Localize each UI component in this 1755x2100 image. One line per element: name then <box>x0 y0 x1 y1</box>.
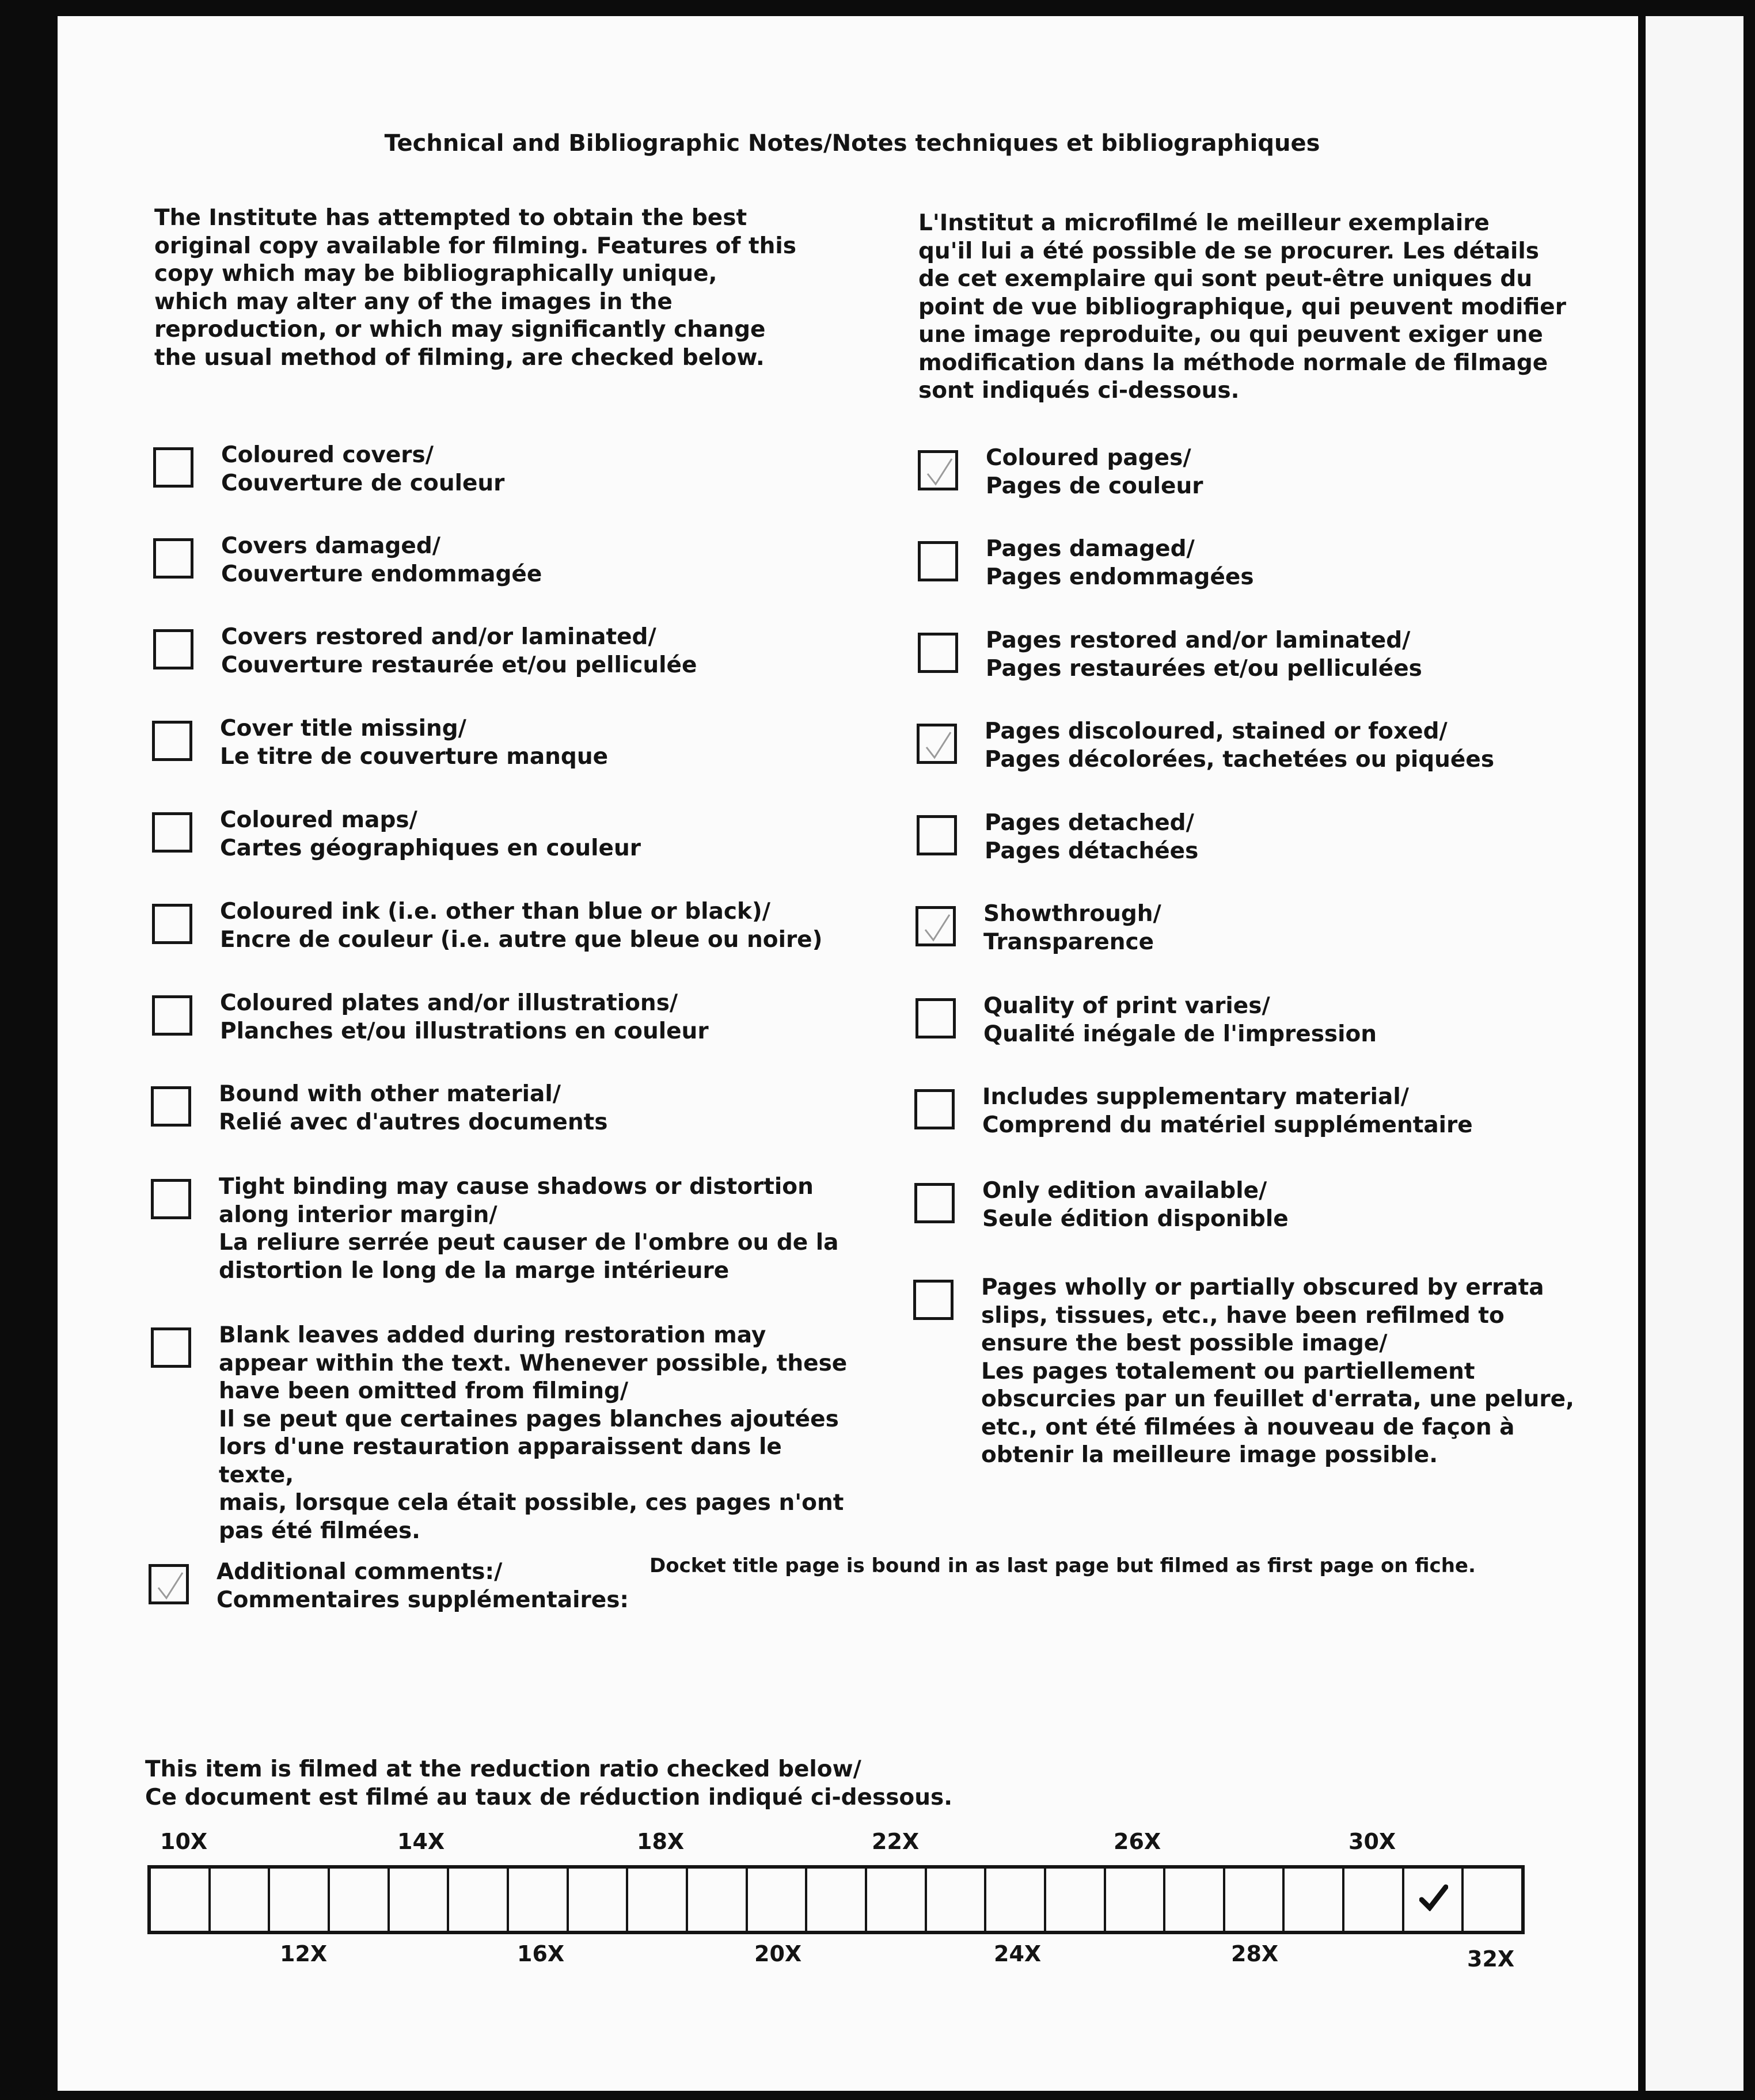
check-icon <box>924 729 953 761</box>
item-label: Quality of print varies/ Qualité inégale de l'impression <box>983 993 1377 1047</box>
check-icon <box>1419 1882 1448 1911</box>
ratio-cell[interactable] <box>1165 1869 1225 1931</box>
checkbox[interactable] <box>918 450 958 490</box>
checkbox[interactable] <box>151 1179 191 1219</box>
item-label: Pages restored and/or laminated/ Pages restaurées et/ou pelliculées <box>986 627 1422 682</box>
ratio-label-20x: 20X <box>754 1941 802 1966</box>
ratio-cell[interactable] <box>628 1869 688 1931</box>
checkbox[interactable] <box>153 538 193 579</box>
checkbox[interactable] <box>152 995 192 1036</box>
checkbox[interactable] <box>153 629 193 669</box>
checkbox[interactable] <box>917 724 957 764</box>
reduction-ratio-bar <box>147 1865 1525 1934</box>
checkbox[interactable] <box>152 721 192 761</box>
ratio-cell[interactable] <box>1464 1869 1521 1931</box>
ratio-cell[interactable] <box>1404 1869 1464 1931</box>
ratio-cell[interactable] <box>927 1869 987 1931</box>
item-label: Pages wholly or partially obscured by errata slips, tissues, etc., have been refilmed to ensure the best possible image/ Les pages totalement ou partiellement obscurcies par un feuillet d'errata, une pelure, etc., ont été filmées à nouveau de façon à obtenir la meilleure image possible. <box>981 1275 1574 1468</box>
ratio-cell[interactable] <box>449 1869 509 1931</box>
item-label: Bound with other material/ Relié avec d'autres documents <box>219 1081 608 1135</box>
ratio-cell[interactable] <box>1046 1869 1106 1931</box>
comment-text: Docket title page is bound in as last page but filmed as first page on fiche. <box>649 1554 1476 1577</box>
item-label: Coloured ink (i.e. other than blue or black)/ Encre de couleur (i.e. autre que bleue ou noire) <box>220 899 823 953</box>
item-label: Coloured pages/ Pages de couleur <box>986 445 1203 499</box>
intro-english: The Institute has attempted to obtain the best original copy available for filming. Features of this copy which may be bibliographically unique, which may alter any of the images in the reproduction, or which may significantly change the usual method of filming, are checked below. <box>154 205 796 371</box>
ratio-cell[interactable] <box>748 1869 808 1931</box>
ratio-label-10x: 10X <box>160 1829 208 1854</box>
ratio-label-28x: 28X <box>1231 1941 1279 1966</box>
ratio-cell[interactable] <box>867 1869 927 1931</box>
ratio-cell[interactable] <box>1225 1869 1285 1931</box>
item-label: Includes supplementary material/ Comprend du matériel supplémentaire <box>982 1084 1473 1138</box>
ratio-label-12x: 12X <box>280 1941 328 1966</box>
checkbox[interactable] <box>914 1089 955 1129</box>
item-label: Tight binding may cause shadows or distortion along interior margin/ La reliure serrée peut causer de l'ombre ou de la distortion le long de la marge intérieure <box>219 1174 839 1284</box>
ratio-cell[interactable] <box>1106 1869 1166 1931</box>
item-label: Only edition available/ Seule édition disponible <box>982 1178 1289 1232</box>
item-label: Additional comments:/ Commentaires supplémentaires: <box>216 1559 629 1613</box>
item-label: Coloured covers/ Couverture de couleur <box>221 442 505 496</box>
intro-french: L'Institut a microfilmé le meilleur exemplaire qu'il lui a été possible de se procurer. Les détails de cet exemplaire qui sont peut-être uniques du point de vue bibliographique, qui peuvent modifier une image reproduite, ou qui peuvent exiger une modification dans la méthode normale de filmage sont indiqués ci-dessous. <box>918 210 1566 404</box>
item-label: Blank leaves added during restoration may appear within the text. Whenever possible, these have been omitted from filming/ Il se peut que certaines pages blanches ajoutées lors d'une restauration apparaissent dans le texte, mais, lorsque cela était possible, ces pages n'ont pas été filmées. <box>219 1322 848 1544</box>
ratio-label-32x: 32X <box>1467 1946 1515 1972</box>
checkbox[interactable] <box>153 447 193 488</box>
ratio-cell[interactable] <box>688 1869 748 1931</box>
item-label: Cover title missing/ Le titre de couverture manque <box>220 716 609 770</box>
item-label: Covers restored and/or laminated/ Couverture restaurée et/ou pelliculée <box>221 624 697 678</box>
item-label: Coloured maps/ Cartes géographiques en couleur <box>220 807 641 861</box>
item-label: Pages discoloured, stained or foxed/ Pages décolorées, tachetées ou piquées <box>985 718 1495 773</box>
ratio-label-30x: 30X <box>1348 1829 1396 1854</box>
check-icon <box>923 911 952 944</box>
ratio-cell[interactable] <box>1285 1869 1344 1931</box>
checkbox[interactable] <box>916 906 956 946</box>
checkbox[interactable] <box>918 541 958 581</box>
page-title: Technical and Bibliographic Notes/Notes techniques et bibliographiques <box>384 130 1320 157</box>
checkbox[interactable] <box>149 1564 189 1604</box>
checkbox[interactable] <box>152 904 192 944</box>
ratio-label-24x: 24X <box>994 1941 1042 1966</box>
checkbox[interactable] <box>918 633 958 673</box>
checkbox[interactable] <box>916 998 956 1038</box>
ratio-label-18x: 18X <box>637 1829 685 1854</box>
ratio-label-14x: 14X <box>397 1829 445 1854</box>
item-label: Covers damaged/ Couverture endommagée <box>221 533 542 587</box>
checkbox[interactable] <box>917 815 957 855</box>
ratio-cell[interactable] <box>330 1869 390 1931</box>
checkbox[interactable] <box>151 1327 191 1368</box>
ratio-label-16x: 16X <box>517 1941 565 1966</box>
check-icon <box>925 455 954 488</box>
ratio-cell[interactable] <box>569 1869 629 1931</box>
ratio-label-26x: 26X <box>1114 1829 1161 1854</box>
checkbox[interactable] <box>152 812 192 853</box>
ratio-cell[interactable] <box>509 1869 569 1931</box>
ratio-cell[interactable] <box>270 1869 330 1931</box>
check-icon <box>156 1569 185 1601</box>
checkbox[interactable] <box>151 1086 191 1127</box>
ratio-cell[interactable] <box>211 1869 271 1931</box>
adjacent-page-strip <box>1646 16 1743 2091</box>
item-label: Coloured plates and/or illustrations/ Planches et/ou illustrations en couleur <box>220 990 709 1044</box>
item-label: Pages damaged/ Pages endommagées <box>986 536 1254 590</box>
ratio-cell[interactable] <box>1344 1869 1404 1931</box>
ratio-cell[interactable] <box>986 1869 1046 1931</box>
checkbox[interactable] <box>913 1280 954 1320</box>
checkbox[interactable] <box>914 1183 955 1223</box>
ratio-label-22x: 22X <box>872 1829 920 1854</box>
ratio-cell[interactable] <box>807 1869 867 1931</box>
item-label: Showthrough/ Transparence <box>983 901 1161 955</box>
ratio-cell[interactable] <box>151 1869 211 1931</box>
ratio-cell[interactable] <box>390 1869 450 1931</box>
item-label: Pages detached/ Pages détachées <box>985 810 1199 864</box>
reduction-ratio-text: This item is filmed at the reduction ratio checked below/ Ce document est filmé au taux de réduction indiqué ci-dessous. <box>145 1756 953 1810</box>
